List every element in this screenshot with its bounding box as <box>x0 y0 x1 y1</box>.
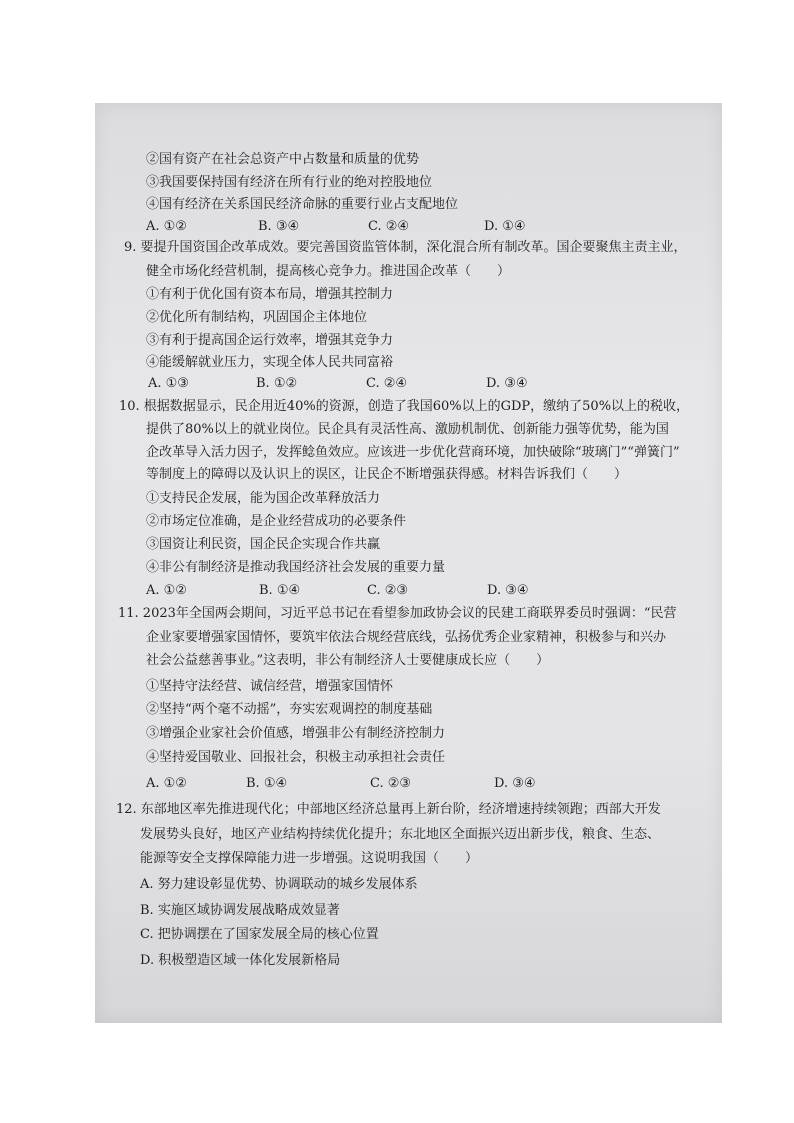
q10-statement-2: ②市场定位准确，是企业经营成功的必要条件 <box>146 514 407 529</box>
q10-option-a: A. ①② <box>146 583 187 598</box>
q11-option-d: D. ③④ <box>494 776 536 791</box>
q8-option-d: D. ①④ <box>484 219 526 234</box>
q11-statement-4: ④坚持爱国敬业、回报社会，积极主动承担社会责任 <box>146 750 446 765</box>
q9-statement-1: ①有利于优化国有资本布局，增强其控制力 <box>146 287 394 302</box>
q10-stem-line-3: 企改革导入活力因子，发挥鲶鱼效应。应该进一步优化营商环境，加快破除“玻璃门”“弹簧门” <box>146 445 680 460</box>
q11-statement-2: ②坚持“两个毫不动摇”，夯实宏观调控的制度基础 <box>146 702 433 717</box>
q11-option-a: A. ①② <box>146 776 187 791</box>
q8-option-b: B. ③④ <box>258 219 300 234</box>
q10-statement-4: ④非公有制经济是推动我国经济社会发展的重要力量 <box>146 560 446 575</box>
q10-option-c: C. ②③ <box>367 583 409 598</box>
q8-statement-3: ③我国要保持国有经济在所有行业的绝对控股地位 <box>146 175 433 190</box>
q10-stem-line-1: 10. 根据数据显示，民企用近40%的资源，创造了我国60%以上的GDP，缴纳了50%以上的税收， <box>119 399 690 414</box>
q10-statement-1: ①支持民企发展，能为国企改革释放活力 <box>146 491 381 506</box>
q10-stem-line-4: 等制度上的障碍以及认识上的误区，让民企不断增强获得感。材料告诉我们（ ） <box>146 467 628 482</box>
q9-stem-line-1: 9. 要提升国资国企改革成效。要完善国资监管体制，深化混合所有制改革。国企要聚焦主责主业， <box>124 240 687 255</box>
q10-option-d: D. ③④ <box>487 583 529 598</box>
q9-statement-4: ④能缓解就业压力，实现全体人民共同富裕 <box>146 355 394 370</box>
q12-option-a: A. 努力建设彰显优势、协调联动的城乡发展体系 <box>140 877 418 892</box>
q11-statement-1: ①坚持守法经营、诚信经营，增强家国情怀 <box>146 679 394 694</box>
q12-option-d: D. 积极塑造区域一体化发展新格局 <box>140 953 341 968</box>
q9-option-b: B. ①② <box>256 376 298 391</box>
q12-option-c: C. 把协调摆在了国家发展全局的核心位置 <box>140 927 379 942</box>
q9-stem-line-2: 健全市场化经营机制，提高核心竞争力。推进国企改革（ ） <box>146 264 511 279</box>
q11-option-b: B. ①④ <box>246 776 288 791</box>
q9-statement-2: ②优化所有制结构，巩固国企主体地位 <box>146 310 368 325</box>
q12-stem-line-2: 发展势头良好，地区产业结构持续优化提升；东北地区全面振兴迈出新步伐，粮食、生态、 <box>140 827 661 842</box>
q8-statement-2: ②国有资产在社会总资产中占数量和质量的优势 <box>146 152 420 167</box>
q9-option-d: D. ③④ <box>486 376 528 391</box>
q11-stem-line-3: 社会公益慈善事业。”这表明，非公有制经济人士要健康成长应（ ） <box>146 653 550 668</box>
q8-option-a: A. ①② <box>146 219 187 234</box>
q11-statement-3: ③增强企业家社会价值感，增强非公有制经济控制力 <box>146 726 446 741</box>
q8-option-c: C. ②④ <box>368 219 410 234</box>
q10-statement-3: ③国资让利民资，国企民企实现合作共赢 <box>146 537 381 552</box>
q11-option-c: C. ②③ <box>370 776 412 791</box>
q8-statement-4: ④国有经济在关系国民经济命脉的重要行业占支配地位 <box>146 197 459 212</box>
q12-option-b: B. 实施区域协调发展战略成效显著 <box>140 903 340 918</box>
q10-stem-line-2: 提供了80%以上的就业岗位。民企具有灵活性高、激励机制优、创新能力强等优势，能为国 <box>146 422 669 437</box>
q11-stem-line-2: 企业家要增强家国情怀，要筑牢依法合规经营底线，弘扬优秀企业家精神，积极参与和兴办 <box>146 630 667 645</box>
q12-stem-line-1: 12. 东部地区率先推进现代化；中部地区经济总量再上新台阶，经济增速持续领跑；西部大开发 <box>116 802 661 817</box>
q11-stem-line-1: 11. 2023年全国两会期间，习近平总书记在看望参加政协会议的民建工商联界委员时强调：“民营 <box>118 606 677 621</box>
q9-option-c: C. ②④ <box>366 376 408 391</box>
q9-statement-3: ③有利于提高国企运行效率，增强其竞争力 <box>146 333 394 348</box>
q9-option-a: A. ①③ <box>148 376 189 391</box>
q12-stem-line-3: 能源等安全支撑保障能力进一步增强。这说明我国（ ） <box>140 851 479 866</box>
q10-option-b: B. ①④ <box>259 583 301 598</box>
